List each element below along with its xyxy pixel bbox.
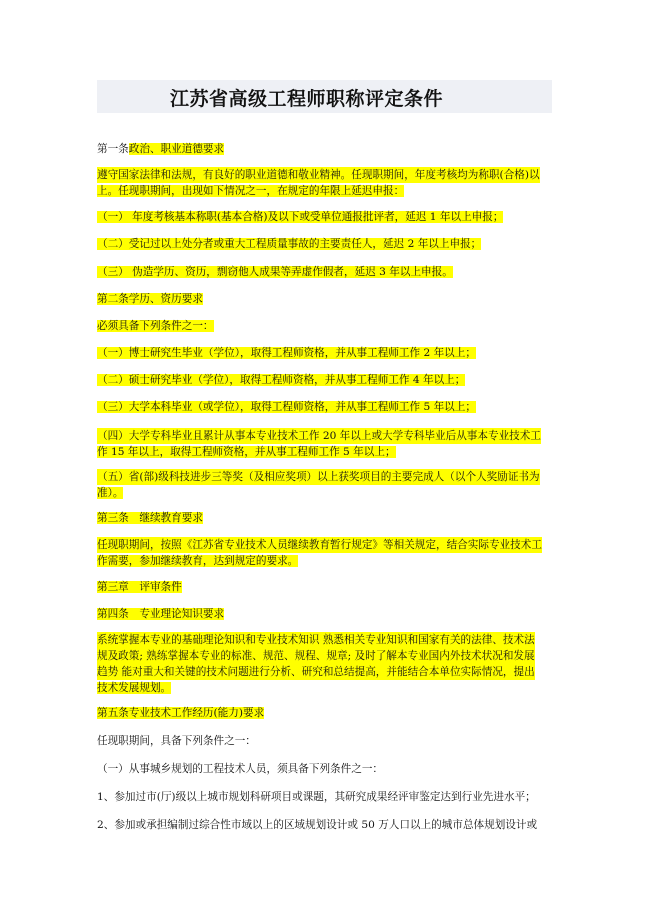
section1-body-line2: 上。任现职期间，出现如下情况之一，在规定的年限上延迟申报： xyxy=(97,185,405,197)
section2-item-3 xyxy=(97,399,555,415)
section1-item-3-text: （三） 伪造学历、资历，剽窃他人成果等弄虚作假者，延迟 3 年以上申报。 xyxy=(97,266,453,278)
chapter3-heading xyxy=(97,579,555,595)
section5-heading-text: 第五条专业技术工作经历(能力)要求 xyxy=(97,707,265,719)
section3-heading-text: 第三条 继续教育要求 xyxy=(97,512,203,524)
section2-item-1 xyxy=(97,345,555,361)
section1-item-1 xyxy=(97,209,555,225)
section5-sub1 xyxy=(97,761,555,777)
section4-body-line4: 技术发展规划。 xyxy=(97,682,172,694)
section2-item-2-text: （二）硕士研究毕业（学位），取得工程师资格，并从事工程师工作 4 年以上； xyxy=(97,374,466,386)
section5-item-1-text: 1、参加过市(厅)级以上城市规划科研项目或课题，其研究成果经评审鉴定达到行业先进水平； xyxy=(97,791,536,803)
section1-item-1-text: （一） 年度考核基本称职(基本合格)及以下或受单位通报批评者，延迟 1 年以上申报； xyxy=(97,211,504,223)
section3-body-line1: 任现职期间，按照《江苏省专业技术人员继续教育暂行规定》等相关规定，结合实际专业技术工 xyxy=(97,539,542,551)
section5-intro-text: 任现职期间，具备下列条件之一： xyxy=(97,735,256,747)
section3-body xyxy=(97,537,555,569)
section4-heading xyxy=(97,606,555,622)
section1-heading-text: 政治、职业道德要求 xyxy=(128,143,225,155)
section5-intro xyxy=(97,733,555,749)
chapter3-heading-text: 第三章 评审条件 xyxy=(97,581,182,593)
section2-intro-text: 必须具备下列条件之一： xyxy=(97,320,214,332)
section1-item-2-text: （二）受记过以上处分者或重大工程质量事故的主要责任人，延迟 2 年以上申报； xyxy=(97,238,482,250)
section1-prefix: 第一条 xyxy=(97,143,129,155)
section2-item-4-line1: （四）大学专科毕业且累计从事本专业技术工作 20 年以上或大学专科毕业后从事本专业技术工 xyxy=(97,430,541,442)
section2-item-4-line2: 作 15 年以上，取得工程师资格，并从事工程师工作 5 年以上； xyxy=(97,446,396,458)
section1-item-3 xyxy=(97,264,555,280)
section5-item-1 xyxy=(97,789,555,805)
section2-item-5 xyxy=(97,469,555,501)
section5-item-2-text: 2、参加或承担编制过综合性市域以上的区域规划设计或 50 万人口以上的城市总体规划设计或 xyxy=(97,819,538,831)
section2-heading-text: 第二条学历、资历要求 xyxy=(97,293,203,305)
section5-sub1-text: （一）从事城乡规划的工程技术人员，须具备下列条件之一： xyxy=(97,763,384,775)
section4-heading-text: 第四条 专业理论知识要求 xyxy=(97,608,225,620)
section2-intro xyxy=(97,318,555,334)
page-title: 江苏省高级工程师职称评定条件 xyxy=(170,88,444,110)
section4-body-line1: 系统掌握本专业的基础理论知识和专业技术知识 熟悉相关专业知识和国家有关的法律、技术法 xyxy=(97,634,535,646)
section5-item-2 xyxy=(97,817,555,833)
section1-body xyxy=(97,167,555,199)
section2-item-3-text: （三）大学本科毕业（或学位），取得工程师资格，并从事工程师工作 5 年以上； xyxy=(97,401,476,413)
section3-body-line2: 作需要，参加继续教育，达到规定的要求。 xyxy=(97,555,299,567)
section4-body xyxy=(97,632,555,696)
section5-heading xyxy=(97,705,555,721)
section2-item-5-line1: （五）省(部)级科技进步三等奖（及相应奖项）以上获奖项目的主要完成人（以个人奖励证书为 xyxy=(97,471,540,483)
section1-body-line1: 遵守国家法律和法规，有良好的职业道德和敬业精神。任现职期间，年度考核均为称职(合格)以 xyxy=(97,169,540,181)
section2-item-1-text: （一）博士研究生毕业（学位），取得工程师资格，并从事工程师工作 2 年以上； xyxy=(97,347,476,359)
section4-body-line3: 趋势 能对重大和关键的技术问题进行分析、研究和总结提高，并能结合本单位实际情况，提出 xyxy=(97,666,535,678)
section2-item-5-line2: 准）。 xyxy=(97,487,124,499)
section1-item-2 xyxy=(97,236,555,252)
section2-heading xyxy=(97,291,555,307)
section2-item-2 xyxy=(97,372,555,388)
section1-heading xyxy=(97,141,555,157)
section3-heading xyxy=(97,510,555,526)
section2-item-4 xyxy=(97,428,555,460)
section4-body-line2: 规及政策; 熟练掌握本专业的标准、规范、规程、规章; 及时了解本专业国内外技术状况和发展 xyxy=(97,650,535,662)
